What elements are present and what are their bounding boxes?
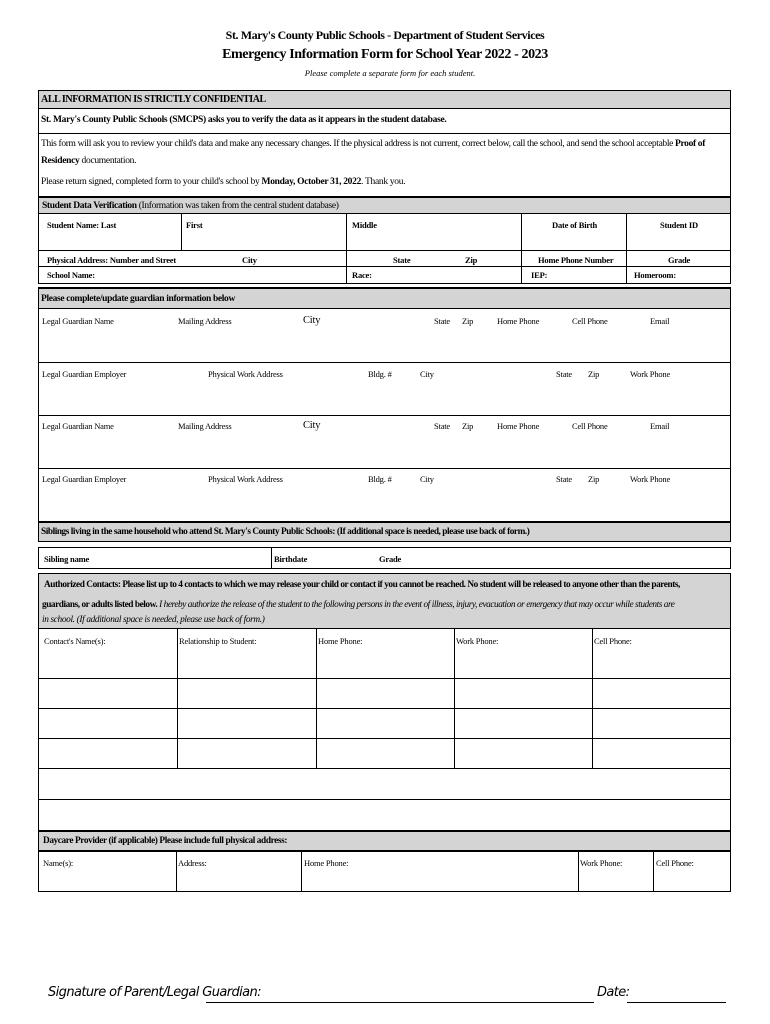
student-school-label: School Name: <box>47 270 95 280</box>
divider <box>38 415 731 416</box>
form-subtitle: Please complete a separate form for each student. <box>304 68 476 78</box>
divider <box>346 214 347 284</box>
guardian-name-label: Legal Guardian Name <box>42 421 114 431</box>
contact-name-label: Contact's Name(s): <box>44 636 106 646</box>
daycare-address-label: Address: <box>178 858 207 868</box>
divider <box>38 708 731 709</box>
daycare-work-phone-label: Work Phone: <box>580 858 623 868</box>
guardian-zip-label: Zip <box>462 316 474 326</box>
divider <box>38 250 731 251</box>
divider <box>301 852 302 892</box>
guardian-home-phone-label: Home Phone <box>497 316 540 326</box>
student-grade-label: Grade <box>668 255 691 265</box>
student-section-bar <box>38 197 731 214</box>
contacts-section-bar <box>38 573 731 629</box>
guardian-email-label: Email <box>650 421 670 431</box>
divider <box>653 852 654 892</box>
guardian-work-address-label: Physical Work Address <box>208 369 283 379</box>
guardian-employer-label: Legal Guardian Employer <box>42 474 127 484</box>
guardian-bldg-label: Bldg. # <box>368 474 392 484</box>
divider <box>38 362 731 363</box>
divider <box>38 468 731 469</box>
guardian-bldg-label: Bldg. # <box>368 369 392 379</box>
siblings-section-bar <box>38 522 731 542</box>
student-id-label: Student ID <box>660 220 698 230</box>
guardian-work-city-label: City <box>420 474 434 484</box>
form-title: Emergency Information Form for School Year 2022 - 2023 <box>222 47 548 62</box>
guardian-city-label: City <box>303 420 321 431</box>
guardian-home-phone-label: Home Phone <box>497 421 540 431</box>
sibling-grade-label: Grade <box>379 554 402 564</box>
divider <box>38 799 731 800</box>
guardian-state-label: State <box>434 421 450 431</box>
siblings-section-title: Siblings living in the same household who attend St. Mary's County Public Schools: (If additional space is needed, please use back of form.) <box>41 527 530 537</box>
contact-home-phone-label: Home Phone: <box>318 636 363 646</box>
student-homeroom-label: Homeroom: <box>634 270 676 280</box>
divider <box>38 768 731 769</box>
daycare-table <box>38 852 731 892</box>
contacts-table <box>38 629 731 831</box>
guardian-work-address-label: Physical Work Address <box>208 474 283 484</box>
daycare-section-title: Daycare Provider (if applicable) Please include full physical address: <box>43 836 288 846</box>
student-middle-label: Middle <box>352 220 377 230</box>
date-label: Date: <box>597 985 630 1000</box>
contacts-line-3: in school. (If additional space is needed, please use back of form.) <box>42 615 265 625</box>
guardian-city-label: City <box>303 315 321 326</box>
sibling-birthdate-label: Birthdate <box>274 554 308 564</box>
student-iep-label: IEP: <box>531 270 548 280</box>
return-text: Please return signed, completed form to your child's school by Monday, October 31, 2022. Thank you. <box>41 177 406 187</box>
sibling-name-label: Sibling name <box>44 554 90 564</box>
divider <box>454 629 455 768</box>
student-last-label: Student Name: Last <box>47 220 117 230</box>
contact-cell-phone-label: Cell Phone: <box>594 636 632 646</box>
guardian-work-zip-label: Zip <box>588 369 600 379</box>
guardian-cell-phone-label: Cell Phone <box>572 421 608 431</box>
contacts-line-2: guardians, or adults listed below. I hereby authorize the release of the student to the following persons in the event of illness, injury, evacuation or emergency that may occur while students are <box>42 600 675 610</box>
verify-text: St. Mary's County Public Schools (SMCPS) asks you to verify the data as it appears in the student database. <box>41 115 447 125</box>
daycare-home-phone-label: Home Phone: <box>304 858 349 868</box>
student-home-phone-label: Home Phone Number <box>538 255 614 265</box>
guardian-work-zip-label: Zip <box>588 474 600 484</box>
divider <box>38 738 731 739</box>
date-line[interactable] <box>627 1002 726 1003</box>
guardian-name-label: Legal Guardian Name <box>42 316 114 326</box>
signature-label: Signature of Parent/Legal Guardian: <box>48 985 261 1000</box>
student-zip-label: Zip <box>465 255 478 265</box>
daycare-section-bar <box>38 831 731 852</box>
review-text: This form will ask you to review your child's data and make any necessary changes. If the physical address is not current, correct below, call the school, and send the school acceptable Proof of <box>41 139 706 149</box>
student-state-label: State <box>393 255 411 265</box>
guardian-zip-label: Zip <box>462 421 474 431</box>
student-first-label: First <box>186 220 203 230</box>
divider <box>271 547 272 569</box>
divider <box>38 266 731 267</box>
guardian-work-phone-label: Work Phone <box>630 369 671 379</box>
divider <box>592 629 593 768</box>
guardian-work-city-label: City <box>420 369 434 379</box>
student-section-title: Student Data Verification (Information was taken from the central student database) <box>42 201 339 211</box>
contacts-line-1: Authorized Contacts: Please list up to 4 contacts to which we may release your child or contact if you cannot be reached. No student will be released to anyone other than the parents, <box>44 580 680 590</box>
confidential-label: ALL INFORMATION IS STRICTLY CONFIDENTIAL <box>41 94 266 105</box>
student-race-label: Race: <box>352 270 372 280</box>
guardian-cell-phone-label: Cell Phone <box>572 316 608 326</box>
daycare-names-label: Name(s): <box>43 858 74 868</box>
contact-work-phone-label: Work Phone: <box>456 636 499 646</box>
divider <box>316 629 317 768</box>
org-heading: St. Mary's County Public Schools - Department of Student Services <box>225 28 545 42</box>
guardian-work-state-label: State <box>556 369 572 379</box>
confidential-bar <box>38 90 731 109</box>
guardian-work-phone-label: Work Phone <box>630 474 671 484</box>
guardian-email-label: Email <box>650 316 670 326</box>
student-data-table <box>38 214 731 284</box>
guardian-mailing-label: Mailing Address <box>178 421 232 431</box>
guardian-section-bar <box>38 287 731 309</box>
student-address-label: Physical Address: Number and Street <box>47 255 177 265</box>
signature-line[interactable] <box>206 1002 594 1003</box>
divider <box>578 852 579 892</box>
guardian-section-title: Please complete/update guardian information below <box>41 294 235 304</box>
divider <box>177 629 178 768</box>
daycare-cell-phone-label: Cell Phone: <box>656 858 694 868</box>
divider <box>521 214 522 284</box>
guardian-work-state-label: State <box>556 474 572 484</box>
divider <box>181 214 182 250</box>
guardian-mailing-label: Mailing Address <box>178 316 232 326</box>
divider <box>38 678 731 679</box>
contact-relationship-label: Relationship to Student: <box>179 636 257 646</box>
guardian-state-label: State <box>434 316 450 326</box>
guardian-employer-label: Legal Guardian Employer <box>42 369 127 379</box>
divider <box>626 214 627 284</box>
divider <box>176 852 177 892</box>
student-city-label: City <box>242 255 257 265</box>
student-dob-label: Date of Birth <box>552 220 598 230</box>
review-text-cont: Residency documentation. <box>41 156 137 166</box>
divider <box>38 133 731 134</box>
